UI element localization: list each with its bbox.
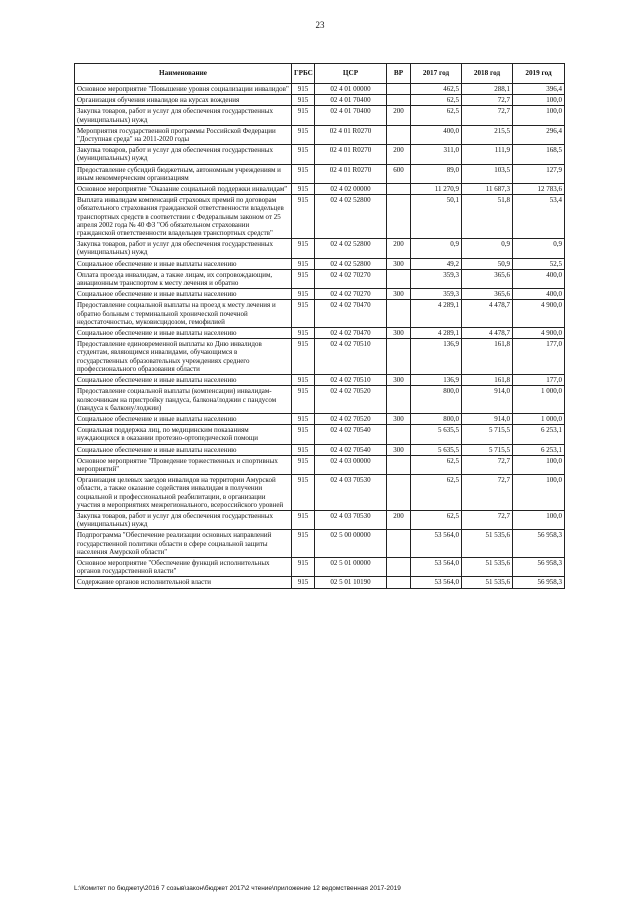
cell-csr: 02 4 02 70270 (315, 289, 387, 300)
cell-2017: 0,9 (411, 239, 462, 258)
page-number: 23 (315, 20, 325, 30)
cell-2017: 62,5 (411, 510, 462, 529)
table-row (75, 95, 565, 106)
cell-vr (387, 95, 411, 106)
cell-vr (387, 475, 411, 511)
cell-name: Предоставление социальной выплаты (компенсации) инвалидам-колясочникам на пристройку пандуса, балкона/лоджии с пандусом (пандуса к балкону/лоджии) (75, 386, 292, 414)
cell-2018: 51 535,6 (462, 577, 513, 588)
cell-csr: 02 4 01 70400 (315, 106, 387, 125)
cell-csr: 02 4 01 R0270 (315, 164, 387, 183)
table-row (75, 269, 565, 288)
cell-2019: 4 900,0 (513, 328, 565, 339)
cell-csr: 02 4 02 70520 (315, 413, 387, 424)
cell-vr (387, 300, 411, 328)
table-row (75, 386, 565, 414)
table-row (75, 413, 565, 424)
cell-vr (387, 425, 411, 444)
table-row (75, 557, 565, 576)
cell-2017: 89,0 (411, 164, 462, 183)
cell-2018: 215,5 (462, 125, 513, 144)
cell-2018: 365,6 (462, 289, 513, 300)
cell-2018: 111,9 (462, 145, 513, 164)
cell-name: Основное мероприятие "Оказание социальной поддержки инвалидам" (75, 184, 292, 195)
cell-2017: 11 270,9 (411, 184, 462, 195)
cell-name: Организация обучения инвалидов на курсах вождения (75, 95, 292, 106)
cell-grbs: 915 (292, 577, 315, 588)
cell-2019: 177,0 (513, 339, 565, 375)
cell-csr: 02 4 01 R0270 (315, 145, 387, 164)
cell-name: Мероприятия государственной программы Российской Федерации "Доступная среда" на 2011-2020 годы (75, 125, 292, 144)
table-row (75, 475, 565, 511)
cell-csr: 02 4 02 70510 (315, 375, 387, 386)
cell-2019: 1 000,0 (513, 386, 565, 414)
header-grbs: ГРБС (292, 64, 315, 84)
cell-2019: 4 900,0 (513, 300, 565, 328)
cell-name: Социальное обеспечение и иные выплаты населению (75, 444, 292, 455)
cell-vr: 200 (387, 106, 411, 125)
table-row (75, 84, 565, 95)
table-row (75, 239, 565, 258)
table-row (75, 164, 565, 183)
cell-name: Социальное обеспечение и иные выплаты населению (75, 413, 292, 424)
cell-2019: 127,9 (513, 164, 565, 183)
cell-2017: 359,3 (411, 269, 462, 288)
cell-grbs: 915 (292, 84, 315, 95)
cell-vr: 300 (387, 413, 411, 424)
cell-2017: 136,9 (411, 339, 462, 375)
cell-grbs: 915 (292, 475, 315, 511)
cell-grbs: 915 (292, 184, 315, 195)
cell-vr: 300 (387, 444, 411, 455)
cell-2018: 51,8 (462, 195, 513, 239)
cell-csr: 02 4 02 70470 (315, 328, 387, 339)
cell-2019: 100,0 (513, 510, 565, 529)
cell-csr: 02 4 02 70540 (315, 444, 387, 455)
cell-2018: 5 715,5 (462, 444, 513, 455)
cell-2018: 11 687,3 (462, 184, 513, 195)
cell-vr: 300 (387, 375, 411, 386)
cell-name: Основное мероприятие "Обеспечение функций исполнительных органов государственной власти" (75, 557, 292, 576)
table-row (75, 145, 565, 164)
cell-grbs: 915 (292, 289, 315, 300)
cell-2019: 6 253,1 (513, 425, 565, 444)
cell-name: Предоставление единовременной выплаты ко Дню инвалидов студентам, являющимся инвалидами, обучающимся в государственных образовательных учреждениях среднего профессионального образования области (75, 339, 292, 375)
cell-2019: 0,9 (513, 239, 565, 258)
cell-2017: 53 564,0 (411, 530, 462, 558)
cell-grbs: 915 (292, 195, 315, 239)
cell-2017: 359,3 (411, 289, 462, 300)
budget-table (74, 63, 565, 589)
cell-2019: 168,5 (513, 145, 565, 164)
cell-grbs: 915 (292, 510, 315, 529)
header-vr: ВР (387, 64, 411, 84)
cell-vr (387, 195, 411, 239)
cell-2017: 4 289,1 (411, 328, 462, 339)
cell-2018: 72,7 (462, 455, 513, 474)
cell-2017: 800,0 (411, 413, 462, 424)
cell-2018: 161,8 (462, 339, 513, 375)
cell-2019: 177,0 (513, 375, 565, 386)
cell-2019: 100,0 (513, 475, 565, 511)
cell-name: Оплата проезда инвалидам, а также лицам, их сопровождающим, авиационным транспортом к месту лечения и обратно (75, 269, 292, 288)
cell-2019: 100,0 (513, 455, 565, 474)
cell-2019: 400,0 (513, 289, 565, 300)
cell-csr: 02 5 01 10190 (315, 577, 387, 588)
cell-2019: 6 253,1 (513, 444, 565, 455)
table-row (75, 425, 565, 444)
cell-csr: 02 4 03 70530 (315, 475, 387, 511)
cell-csr: 02 4 01 70400 (315, 95, 387, 106)
cell-csr: 02 4 02 00000 (315, 184, 387, 195)
table-row (75, 258, 565, 269)
table-row (75, 195, 565, 239)
table-row (75, 375, 565, 386)
cell-2018: 72,7 (462, 106, 513, 125)
cell-name: Социальное обеспечение и иные выплаты населению (75, 375, 292, 386)
cell-grbs: 915 (292, 386, 315, 414)
table-row (75, 530, 565, 558)
header-2017: 2017 год (411, 64, 462, 84)
footer-file-path: L:\Комитет по бюджету\2016 7 созыв\закон\бюджет 2017\2 чтение\приложение 12 ведомственная 2017-2019 (74, 885, 401, 892)
cell-csr: 02 4 02 70470 (315, 300, 387, 328)
cell-name: Содержание органов исполнительной власти (75, 577, 292, 588)
cell-grbs: 915 (292, 239, 315, 258)
cell-2018: 4 478,7 (462, 328, 513, 339)
table-row (75, 328, 565, 339)
cell-csr: 02 4 01 00000 (315, 84, 387, 95)
cell-grbs: 915 (292, 300, 315, 328)
cell-2017: 462,5 (411, 84, 462, 95)
cell-2018: 914,0 (462, 413, 513, 424)
table-row (75, 510, 565, 529)
cell-vr: 200 (387, 239, 411, 258)
cell-2018: 51 535,6 (462, 557, 513, 576)
cell-2017: 4 289,1 (411, 300, 462, 328)
cell-csr: 02 4 02 52800 (315, 195, 387, 239)
cell-2019: 53,4 (513, 195, 565, 239)
table-row (75, 455, 565, 474)
table-body (75, 84, 565, 589)
cell-name: Предоставление социальной выплаты на проезд к месту лечения и обратно больным с терминальной хронической почечной недостаточностью, муковисцидозом, гемофилией (75, 300, 292, 328)
cell-grbs: 915 (292, 95, 315, 106)
cell-csr: 02 5 00 00000 (315, 530, 387, 558)
cell-name: Социальное обеспечение и иные выплаты населению (75, 328, 292, 339)
cell-vr (387, 455, 411, 474)
cell-2017: 53 564,0 (411, 577, 462, 588)
cell-2019: 56 958,3 (513, 577, 565, 588)
cell-csr: 02 4 02 52800 (315, 258, 387, 269)
cell-2017: 62,5 (411, 475, 462, 511)
cell-grbs: 915 (292, 455, 315, 474)
cell-csr: 02 4 02 70270 (315, 269, 387, 288)
cell-grbs: 915 (292, 530, 315, 558)
cell-2019: 52,5 (513, 258, 565, 269)
cell-name: Социальное обеспечение и иные выплаты населению (75, 258, 292, 269)
cell-vr: 600 (387, 164, 411, 183)
cell-vr: 200 (387, 510, 411, 529)
table-row (75, 300, 565, 328)
cell-2017: 800,0 (411, 386, 462, 414)
cell-2018: 4 478,7 (462, 300, 513, 328)
table-row (75, 289, 565, 300)
cell-2017: 400,0 (411, 125, 462, 144)
cell-vr (387, 84, 411, 95)
cell-2018: 5 715,5 (462, 425, 513, 444)
cell-vr (387, 184, 411, 195)
cell-name: Организация целевых заездов инвалидов на территории Амурской области, а также оказание содействия инвалидам в получении социальной и профессиональной реабилитации, в организации участия в мероприятиях межрегионального, всероссийского уровней (75, 475, 292, 511)
cell-2019: 56 958,3 (513, 557, 565, 576)
cell-2018: 0,9 (462, 239, 513, 258)
cell-grbs: 915 (292, 164, 315, 183)
cell-vr (387, 269, 411, 288)
cell-csr: 02 4 02 70540 (315, 425, 387, 444)
cell-name: Основное мероприятие "Повышение уровня социализации инвалидов" (75, 84, 292, 95)
cell-grbs: 915 (292, 557, 315, 576)
cell-2018: 103,5 (462, 164, 513, 183)
table-row (75, 444, 565, 455)
cell-2018: 72,7 (462, 475, 513, 511)
cell-2017: 62,5 (411, 95, 462, 106)
cell-vr (387, 557, 411, 576)
cell-csr: 02 4 02 70510 (315, 339, 387, 375)
cell-name: Закупка товаров, работ и услуг для обеспечения государственных (муниципальных) нужд (75, 239, 292, 258)
cell-name: Закупка товаров, работ и услуг для обеспечения государственных (муниципальных) нужд (75, 145, 292, 164)
cell-2018: 161,8 (462, 375, 513, 386)
cell-2018: 72,7 (462, 510, 513, 529)
table-header-row (75, 64, 565, 84)
cell-vr: 300 (387, 289, 411, 300)
header-2018: 2018 год (462, 64, 513, 84)
cell-2019: 296,4 (513, 125, 565, 144)
cell-2017: 136,9 (411, 375, 462, 386)
cell-grbs: 915 (292, 413, 315, 424)
cell-vr (387, 577, 411, 588)
cell-vr (387, 125, 411, 144)
header-name: Наименование (75, 64, 292, 84)
cell-2018: 51 535,6 (462, 530, 513, 558)
cell-2017: 62,5 (411, 106, 462, 125)
cell-csr: 02 4 01 R0270 (315, 125, 387, 144)
header-2019: 2019 год (513, 64, 565, 84)
cell-name: Социальное обеспечение и иные выплаты населению (75, 289, 292, 300)
table-row (75, 339, 565, 375)
cell-2017: 50,1 (411, 195, 462, 239)
cell-name: Закупка товаров, работ и услуг для обеспечения государственных (муниципальных) нужд (75, 510, 292, 529)
cell-grbs: 915 (292, 375, 315, 386)
cell-grbs: 915 (292, 328, 315, 339)
cell-2018: 72,7 (462, 95, 513, 106)
cell-vr: 300 (387, 258, 411, 269)
cell-grbs: 915 (292, 339, 315, 375)
table-row (75, 106, 565, 125)
table-row (75, 125, 565, 144)
cell-2017: 311,0 (411, 145, 462, 164)
cell-2017: 62,5 (411, 455, 462, 474)
cell-2017: 5 635,5 (411, 425, 462, 444)
cell-csr: 02 4 02 70520 (315, 386, 387, 414)
cell-2018: 914,0 (462, 386, 513, 414)
table-row (75, 184, 565, 195)
cell-vr (387, 386, 411, 414)
header-csr: ЦСР (315, 64, 387, 84)
cell-grbs: 915 (292, 258, 315, 269)
cell-vr: 300 (387, 328, 411, 339)
cell-name: Выплата инвалидам компенсаций страховых премий по договорам обязательного страхования гражданской ответственности владельцев транспортных средств в соответствии с Федеральным законом от 25 апреля 2002 года № 40 ФЗ "Об обязательном страховании гражданской ответственности владельцев транспортных средств" (75, 195, 292, 239)
cell-2018: 288,1 (462, 84, 513, 95)
cell-csr: 02 5 01 00000 (315, 557, 387, 576)
cell-2019: 400,0 (513, 269, 565, 288)
cell-2019: 100,0 (513, 95, 565, 106)
cell-2019: 396,4 (513, 84, 565, 95)
cell-name: Социальная поддержка лиц, по медицинским показаниям нуждающихся в оказании протезно-ортопедической помощи (75, 425, 292, 444)
cell-vr (387, 530, 411, 558)
cell-csr: 02 4 02 52800 (315, 239, 387, 258)
cell-2019: 12 783,6 (513, 184, 565, 195)
cell-2017: 5 635,5 (411, 444, 462, 455)
table-row (75, 577, 565, 588)
cell-2017: 49,2 (411, 258, 462, 269)
cell-grbs: 915 (292, 444, 315, 455)
cell-name: Предоставление субсидий бюджетным, автономным учреждениям и иным некоммерческим организациям (75, 164, 292, 183)
cell-2017: 53 564,0 (411, 557, 462, 576)
cell-name: Подпрограмма "Обеспечение реализации основных направлений государственной политики области в сфере социальной защиты населения Амурской области" (75, 530, 292, 558)
cell-grbs: 915 (292, 106, 315, 125)
cell-name: Основное мероприятие "Проведение торжественных и спортивных мероприятий" (75, 455, 292, 474)
cell-vr: 200 (387, 145, 411, 164)
cell-2019: 56 958,3 (513, 530, 565, 558)
cell-grbs: 915 (292, 269, 315, 288)
cell-2018: 50,9 (462, 258, 513, 269)
cell-2019: 1 000,0 (513, 413, 565, 424)
cell-csr: 02 4 03 70530 (315, 510, 387, 529)
cell-vr (387, 339, 411, 375)
cell-grbs: 915 (292, 125, 315, 144)
cell-grbs: 915 (292, 145, 315, 164)
cell-csr: 02 4 03 00000 (315, 455, 387, 474)
cell-grbs: 915 (292, 425, 315, 444)
cell-2019: 100,0 (513, 106, 565, 125)
cell-2018: 365,6 (462, 269, 513, 288)
cell-name: Закупка товаров, работ и услуг для обеспечения государственных (муниципальных) нужд (75, 106, 292, 125)
